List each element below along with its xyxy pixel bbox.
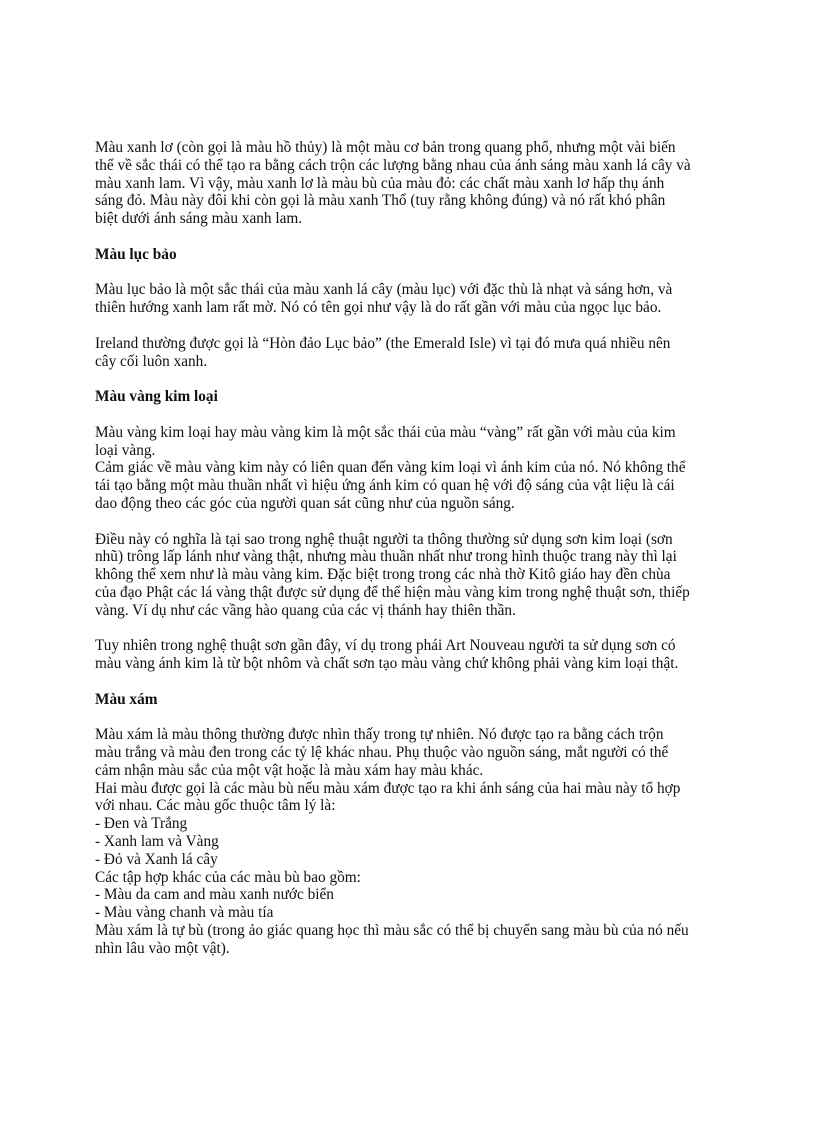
text-line: Tuy nhiên trong nghệ thuật sơn gần đây, ví dụ trong phái Art Nouveau người ta sử dụng sơn có	[95, 637, 676, 655]
list-item: - Màu da cam and màu xanh nước biển	[95, 886, 334, 904]
text-line: cảm nhận màu sắc của một vật hoặc là màu xám hay màu khác.	[95, 761, 484, 779]
text-line: màu trắng và màu đen trong các tỷ lệ khác nhau. Phụ thuộc vào nguồn sáng, mắt người có thể	[95, 744, 669, 762]
paragraph-gap	[95, 620, 735, 638]
text-line: nhìn lâu vào một vật).	[95, 939, 230, 957]
text-line: nhũ) trông lấp lánh như vàng thật, nhưng màu thuần nhất như trong hình thuộc trang này thì lại	[95, 548, 677, 566]
text-line: dao động theo các góc của người quan sát cũng như của nguồn sáng.	[95, 494, 515, 512]
list-item: - Màu vàng chanh và màu tía	[95, 904, 274, 922]
text-line: Ireland thường được gọi là “Hòn đảo Lục bảo” (the Emerald Isle) vì tại đó mưa quá nhiều nên	[95, 334, 671, 352]
emerald-paragraph-1	[95, 281, 735, 317]
gold-paragraph-1	[95, 424, 735, 513]
text-line: màu xanh lam. Vì vậy, màu xanh lơ là màu bù của màu đỏ: các chất màu xanh lơ hấp thụ ánh	[95, 174, 665, 192]
intro-paragraph	[95, 139, 735, 228]
text-line: cây cối luôn xanh.	[95, 352, 208, 370]
paragraph-gap	[95, 228, 735, 246]
text-line: màu vàng ánh kim là từ bột nhôm và chất sơn tạo màu vàng chứ không phải vàng kim loại thật.	[95, 655, 679, 673]
paragraph-gap	[95, 513, 735, 531]
text-line: của đạo Phật các lá vàng thật được sử dụng để thể hiện màu vàng kim trong nghệ thuật sơn, thiếp	[95, 583, 690, 601]
list-item: - Đen và Trắng	[95, 815, 188, 833]
section-heading-gold: Màu vàng kim loại	[95, 388, 218, 406]
text-line: biệt dưới ánh sáng màu xanh lam.	[95, 210, 303, 228]
text-line: Màu xám là tự bù (trong ảo giác quang học thì màu sắc có thể bị chuyển sang màu bù của nó nếu	[95, 922, 689, 940]
text-line: không thể xem như là màu vàng kim. Đặc biệt trong trong các nhà thờ Kitô giáo hay đền chùa	[95, 566, 671, 584]
emerald-paragraph-2	[95, 335, 735, 371]
list-item: - Xanh lam và Vàng	[95, 833, 219, 851]
list-item: - Đỏ và Xanh lá cây	[95, 850, 218, 868]
text-line: sáng đỏ. Màu này đôi khi còn gọi là màu xanh Thổ (tuy rằng không đúng) và nó rất khó phân	[95, 192, 666, 210]
document-page	[95, 139, 735, 958]
text-line: thiên hướng xanh lam rất mờ. Nó có tên gọi như vậy là do rất gần với màu của ngọc lục bảo.	[95, 299, 662, 317]
paragraph-gap	[95, 709, 735, 727]
paragraph-gap	[95, 264, 735, 282]
text-line: Cảm giác về màu vàng kim này có liên quan đến vàng kim loại vì ánh kim của nó. Nó không thể	[95, 459, 686, 477]
gold-paragraph-3	[95, 637, 735, 673]
paragraph-gap	[95, 370, 735, 388]
paragraph-gap	[95, 317, 735, 335]
paragraph-gap	[95, 406, 735, 424]
text-line: vàng. Ví dụ như các vầng hào quang của các vị thánh hay thiên thần.	[95, 601, 516, 619]
gold-paragraph-2	[95, 531, 735, 620]
text-line: Màu lục bảo là một sắc thái của màu xanh lá cây (màu lục) với đặc thù là nhạt và sáng hơn, và	[95, 281, 673, 299]
text-line: Màu vàng kim loại hay màu vàng kim là một sắc thái của màu “vàng” rất gần với màu của kim	[95, 423, 676, 441]
text-line: tái tạo bằng một màu thuần nhất vì hiệu ứng ánh kim có quan hệ với độ sáng của vật liệu là cái	[95, 477, 675, 495]
gray-paragraph	[95, 726, 735, 957]
text-line: loại vàng.	[95, 441, 156, 459]
text-line: thể về sắc thái có thể tạo ra bằng cách trộn các lượng bằng nhau của ánh sáng màu xanh lá cây và	[95, 156, 691, 174]
text-line: Màu xám là màu thông thường được nhìn thấy trong tự nhiên. Nó được tạo ra bằng cách trộn	[95, 726, 664, 744]
section-heading-emerald: Màu lục bảo	[95, 245, 177, 263]
text-line: Các tập hợp khác của các màu bù bao gồm:	[95, 868, 361, 886]
text-line: Hai màu được gọi là các màu bù nếu màu xám được tạo ra khi ánh sáng của hai màu này tổ hợp	[95, 779, 681, 797]
text-line: Điều này có nghĩa là tại sao trong nghệ thuật người ta thông thường sử dụng sơn kim loại (sơn	[95, 530, 673, 548]
section-heading-gray: Màu xám	[95, 690, 158, 708]
text-line: Màu xanh lơ (còn gọi là màu hồ thủy) là một màu cơ bản trong quang phổ, nhưng một vài biến	[95, 139, 676, 156]
paragraph-gap	[95, 673, 735, 691]
text-line: với nhau. Các màu gốc thuộc tâm lý là:	[95, 797, 336, 815]
